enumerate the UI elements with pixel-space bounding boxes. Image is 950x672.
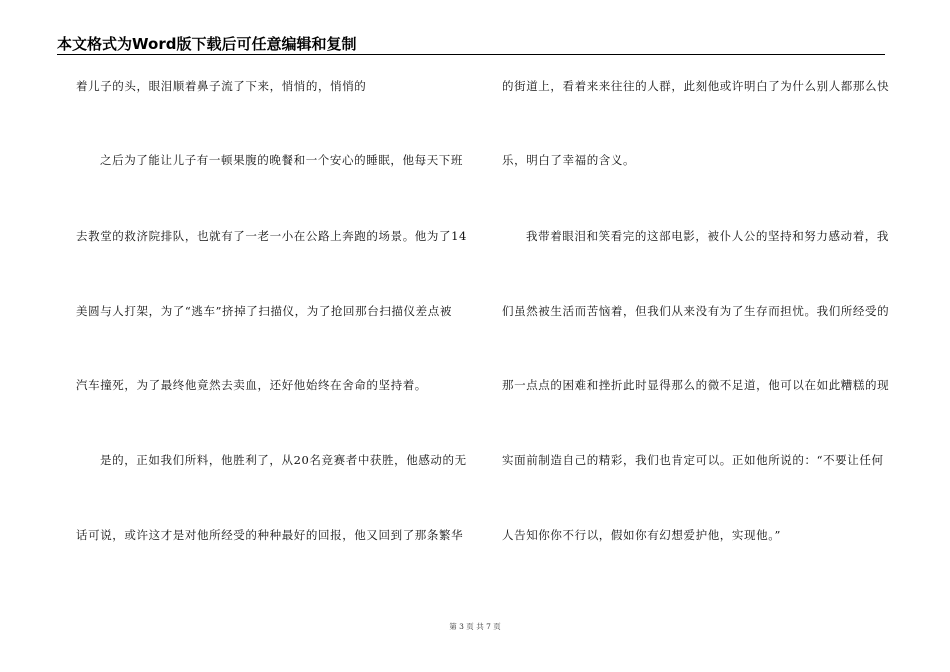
paragraph-line: 的街道上，看着来来往往的人群，此刻他或许明白了为什么别人都那么快 [502,79,890,93]
paragraph-line: 乐，明白了幸福的含义。 [502,153,636,167]
paragraph-line: 汽车撞死，为了最终他竟然去卖血，还好他始终在舍命的坚持着。 [76,378,427,392]
header-divider [57,54,885,55]
paragraph-line: 那一点点的困难和挫折此时显得那么的微不足道，他可以在如此糟糕的现 [502,378,890,392]
paragraph-line: 我带着眼泪和笑看完的这部电影，被仆人公的坚持和努力感动着，我 [526,229,889,243]
paragraph-line: 们虽然被生活而苦恼着，但我们从来没有为了生存而担忧。我们所经受的 [502,304,890,318]
page-number-footer: 第 3 页 共 7 页 [449,622,501,631]
paragraph-line: 之后为了能让儿子有一顿果腹的晚餐和一个安心的睡眠，他每天下班 [100,153,463,167]
document-header-title: 本文格式为Word版下载后可任意编辑和复制 [57,35,357,53]
paragraph-line: 话可说，或许这才是对他所经受的种种最好的回报，他又回到了那条繁华 [76,528,464,542]
paragraph-line: 美圆与人打架，为了“逃车”挤掉了扫描仪，为了抢回那台扫描仪差点被 [76,304,452,318]
paragraph-line: 是的，正如我们所料，他胜利了，从20名竞赛者中获胜，他感动的无 [100,453,467,467]
paragraph-line: 实面前制造自己的精彩，我们也肯定可以。正如他所说的：“不要让任何 [502,453,884,467]
paragraph-line: 去教堂的救济院排队，也就有了一老一小在公路上奔跑的场景。他为了14 [76,229,467,243]
paragraph-line: 人告知你你不行以，假如你有幻想爱护他，实现他。” [502,528,782,542]
paragraph-line: 着儿子的头，眼泪顺着鼻子流了下来，悄悄的，悄悄的 [76,79,367,93]
